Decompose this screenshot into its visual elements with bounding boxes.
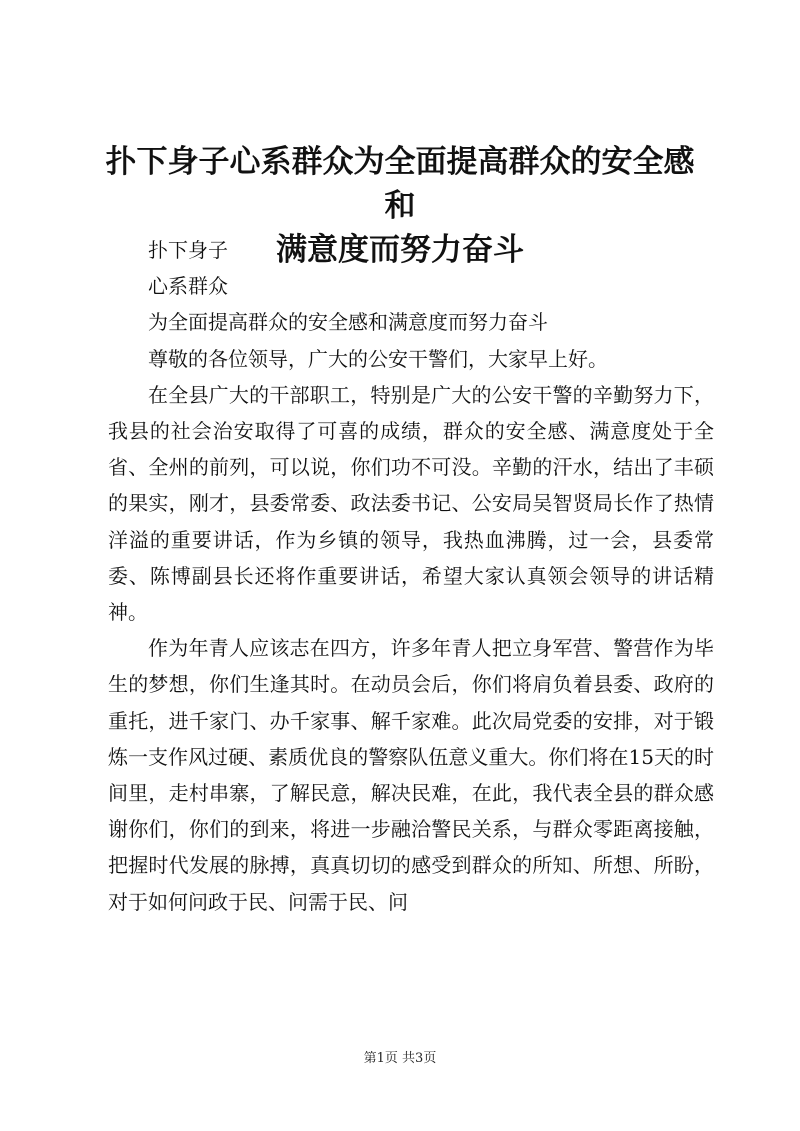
paragraph: 为全面提高群众的安全感和满意度而努力奋斗 <box>148 310 548 335</box>
title-line-2: 满意度而努力奋斗 <box>276 232 524 268</box>
paragraph: 尊敬的各位领导，广大的公安干警们，大家早上好。 <box>148 346 608 371</box>
title-line-1: 扑下身子心系群众为全面提高群众的安全感和 <box>105 144 695 224</box>
paragraph: 作为年青人应该志在四方，许多年青人把立身军营、警营作为毕生的梦想，你们生逢其时。在动员会后，你们将肩负着县委、政府的重托，进千家门、办千家事、解千家难。此次局党委的安排，对于锻炼一支作风过硬、素质优良的警察队伍意义重大。你们将在15天的时间里，走村串寨，了解民意，解决民难，在此，我代表全县的群众感谢你们，你们的到来，将进一步融洽警民关系，与群众零距离接触，把握时代发展的脉搏，真真切切的感受到群众的所知、所想、所盼，对于如何问政于民、问需于民、问 <box>108 636 714 914</box>
page-footer: 第1页 共3页 <box>363 1051 437 1066</box>
paragraph: 在全县广大的干部职工，特别是广大的公安干警的辛勤努力下，我县的社会治安取得了可喜的成绩，群众的安全感、满意度处于全省、全州的前列，可以说，你们功不可没。辛勤的汗水，结出了丰硕的果实，刚才，县委常委、政法委书记、公安局吴智贤局长作了热情洋溢的重要讲话，作为乡镇的领导，我热血沸腾，过一会，县委常委、陈博副县长还将作重要讲话，希望大家认真领会领导的讲话精神。 <box>108 382 714 625</box>
paragraph: 扑下身子 <box>148 238 228 262</box>
document-body <box>108 232 714 920</box>
paragraph: 心系群众 <box>148 274 228 299</box>
